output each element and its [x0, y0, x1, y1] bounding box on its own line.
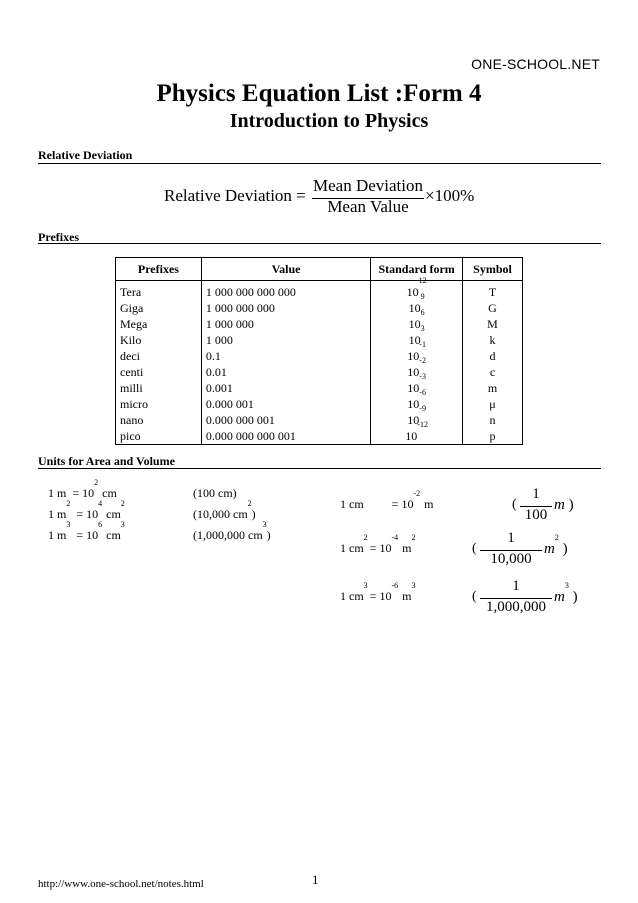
standard-form-cell [371, 308, 463, 332]
standard-form-base: 10 [407, 365, 420, 379]
section-divider [38, 468, 601, 469]
unit-target: cm [106, 528, 121, 542]
prefix-cell: Mega [116, 316, 202, 332]
standard-form-base: 10 [407, 381, 420, 395]
standard-form-exponent: 9 [420, 292, 425, 301]
unit-paren-note [193, 486, 237, 501]
unit-conversion-row [48, 478, 117, 501]
unit-exponent: 2 [363, 533, 368, 542]
unit-equals: = 10 [72, 486, 95, 500]
fraction-variable [544, 533, 568, 558]
standard-form-base: 10 [407, 413, 420, 427]
table-row [116, 284, 523, 300]
standard-form-base: 10 [408, 333, 421, 347]
unit-lhs: 1 m [48, 507, 67, 521]
standard-form-cell [371, 420, 463, 445]
unit-exponent: 3 [66, 520, 71, 529]
unit-exponent: 6 [98, 520, 103, 529]
variable-symbol: m [554, 589, 565, 605]
unit-exponent: -6 [391, 581, 399, 590]
section-heading-units: Units for Area and Volume [38, 454, 175, 468]
prefix-cell: micro [116, 396, 202, 412]
footer-url: http://www.one-school.net/notes.html [38, 878, 204, 890]
unit-equals: = 10 [391, 497, 414, 511]
unit-target: m [402, 589, 412, 603]
standard-form-cell [371, 276, 463, 300]
standard-form-cell [371, 388, 463, 412]
fraction-denominator: 1,000,000 [486, 599, 546, 615]
column-header: Standard form [371, 258, 463, 281]
section-divider [38, 243, 601, 244]
symbol-cell: c [463, 364, 523, 380]
standard-form-base: 10 [406, 285, 419, 299]
table-row [116, 364, 523, 380]
section-divider [38, 163, 601, 164]
close-paren: ) [558, 541, 568, 557]
standard-form-cell [371, 372, 463, 396]
symbol-cell: m [463, 380, 523, 396]
table-row [116, 332, 523, 348]
unit-exponent: 3 [363, 581, 368, 590]
unit-paren-note [193, 499, 256, 522]
standard-form-base: 10 [407, 349, 420, 363]
value-cell: 0.000 000 001 [201, 412, 370, 428]
prefix-table [115, 257, 523, 445]
symbol-cell: n [463, 412, 523, 428]
unit-target: cm [102, 486, 117, 500]
unit-lhs: 1 cm [340, 541, 364, 555]
unit-exponent: 2 [66, 499, 71, 508]
standard-form-exponent: -12 [417, 420, 428, 429]
value-cell: 0.001 [201, 380, 370, 396]
unit-lhs: 1 m [48, 486, 67, 500]
section-heading-prefixes: Prefixes [38, 230, 80, 244]
close-paren: ) [564, 497, 574, 513]
prefix-cell: Giga [116, 300, 202, 316]
standard-form-exponent: -9 [419, 404, 426, 413]
unit-equals: = 10 [369, 541, 392, 555]
variable-exponent: 3 [564, 581, 569, 590]
unit-conversion-row [340, 489, 434, 512]
standard-form-cell [371, 340, 463, 364]
paren-text: (10,000 cm [193, 507, 248, 521]
standard-form-cell [371, 356, 463, 380]
close-paren: ) [568, 589, 578, 605]
unit-target: m [402, 541, 412, 555]
table-row [116, 348, 523, 364]
open-paren: ( [472, 541, 477, 556]
unit-exponent: 3 [120, 520, 125, 529]
unit-equals: = 10 [76, 507, 99, 521]
symbol-cell: M [463, 316, 523, 332]
unit-lhs: 1 cm [340, 497, 364, 511]
paren-exponent: 2 [247, 499, 252, 508]
fraction-numerator: 1 [512, 578, 520, 594]
standard-form-base: 10 [405, 429, 418, 443]
value-cell: 0.000 000 000 001 [201, 428, 370, 445]
open-paren: ( [512, 497, 517, 512]
page-number: 1 [312, 872, 319, 887]
unit-conversion-row [340, 533, 416, 556]
unit-exponent: 3 [411, 581, 416, 590]
standard-form-exponent: 12 [418, 276, 427, 285]
table-row [116, 396, 523, 412]
formula-multiplier: ×100% [425, 186, 475, 205]
formula-denominator: Mean Value [327, 197, 409, 216]
table-row [116, 412, 523, 428]
variable-symbol: m [554, 497, 565, 513]
table-row [116, 316, 523, 332]
paren-exponent: 3 [262, 520, 267, 529]
standard-form-base: 10 [408, 301, 421, 315]
paren-close: ) [266, 528, 271, 542]
unit-equals: = 10 [76, 528, 99, 542]
standard-form-exponent: -2 [419, 356, 426, 365]
table-row [116, 428, 523, 445]
unit-exponent: 2 [411, 533, 416, 542]
column-header: Value [201, 258, 370, 281]
symbol-cell: k [463, 332, 523, 348]
unit-lhs: 1 cm [340, 589, 364, 603]
prefix-cell: Tera [116, 284, 202, 300]
variable-exponent: 2 [554, 533, 559, 542]
fraction-variable [554, 497, 574, 514]
table-header-row [116, 258, 523, 281]
formula-lhs: Relative Deviation = [164, 186, 306, 205]
standard-form-base: 10 [408, 317, 421, 331]
unit-exponent: 2 [120, 499, 125, 508]
column-header: Symbol [463, 258, 523, 281]
value-cell: 1 000 000 000 [201, 300, 370, 316]
standard-form-exponent: -3 [419, 372, 426, 381]
unit-target: m [424, 497, 434, 511]
standard-form-base: 10 [407, 397, 420, 411]
fraction-denominator: 100 [524, 507, 548, 523]
fraction-numerator: 1 [532, 486, 540, 502]
fraction-variable [554, 581, 578, 606]
standard-form-exponent: 3 [420, 324, 425, 333]
value-cell: 1 000 000 [201, 316, 370, 332]
unit-equals: = 10 [369, 589, 392, 603]
prefix-cell: pico [116, 428, 202, 445]
page-subtitle: Introduction to Physics [229, 110, 429, 132]
value-cell: 0.000 001 [201, 396, 370, 412]
table-row [116, 300, 523, 316]
symbol-cell: T [463, 284, 523, 300]
prefix-cell: milli [116, 380, 202, 396]
unit-lhs: 1 m [48, 528, 67, 542]
prefix-cell: centi [116, 364, 202, 380]
prefix-cell: Kilo [116, 332, 202, 348]
open-paren: ( [472, 589, 477, 604]
standard-form-cell [371, 292, 463, 316]
unit-exponent: -4 [391, 533, 399, 542]
unit-conversion-row [48, 520, 125, 543]
unit-conversion-row [340, 581, 416, 604]
formula-numerator: Mean Deviation [313, 176, 423, 195]
paren-close: ) [251, 507, 256, 521]
prefix-cell: deci [116, 348, 202, 364]
site-brand: ONE-SCHOOL.NET [471, 56, 600, 72]
symbol-cell: μ [463, 396, 523, 412]
standard-form-cell [371, 324, 463, 348]
symbol-cell: G [463, 300, 523, 316]
symbol-cell: p [463, 428, 523, 445]
prefix-cell: nano [116, 412, 202, 428]
unit-exponent: 4 [98, 499, 103, 508]
paren-text: (1,000,000 cm [193, 528, 263, 542]
value-cell: 0.1 [201, 348, 370, 364]
unit-paren-note [193, 520, 271, 543]
unit-conversion-row [48, 499, 125, 522]
paren-text: (100 cm) [193, 486, 237, 500]
value-cell: 1 000 000 000 000 [201, 284, 370, 300]
variable-symbol: m [544, 541, 555, 557]
unit-exponent: 2 [94, 478, 99, 487]
fraction-denominator: 10,000 [490, 551, 532, 567]
section-heading-relative-deviation: Relative Deviation [38, 148, 133, 162]
page-title: Physics Equation List :Form 4 [156, 80, 482, 107]
standard-form-exponent: 6 [420, 308, 425, 317]
value-cell: 0.01 [201, 364, 370, 380]
column-header: Prefixes [116, 258, 202, 281]
symbol-cell: d [463, 348, 523, 364]
standard-form-exponent: -1 [419, 340, 426, 349]
unit-exponent: -2 [413, 489, 421, 498]
standard-form-exponent: -6 [419, 388, 426, 397]
value-cell: 1 000 [201, 332, 370, 348]
unit-target: cm [106, 507, 121, 521]
table-row [116, 380, 523, 396]
fraction-numerator: 1 [507, 530, 515, 546]
